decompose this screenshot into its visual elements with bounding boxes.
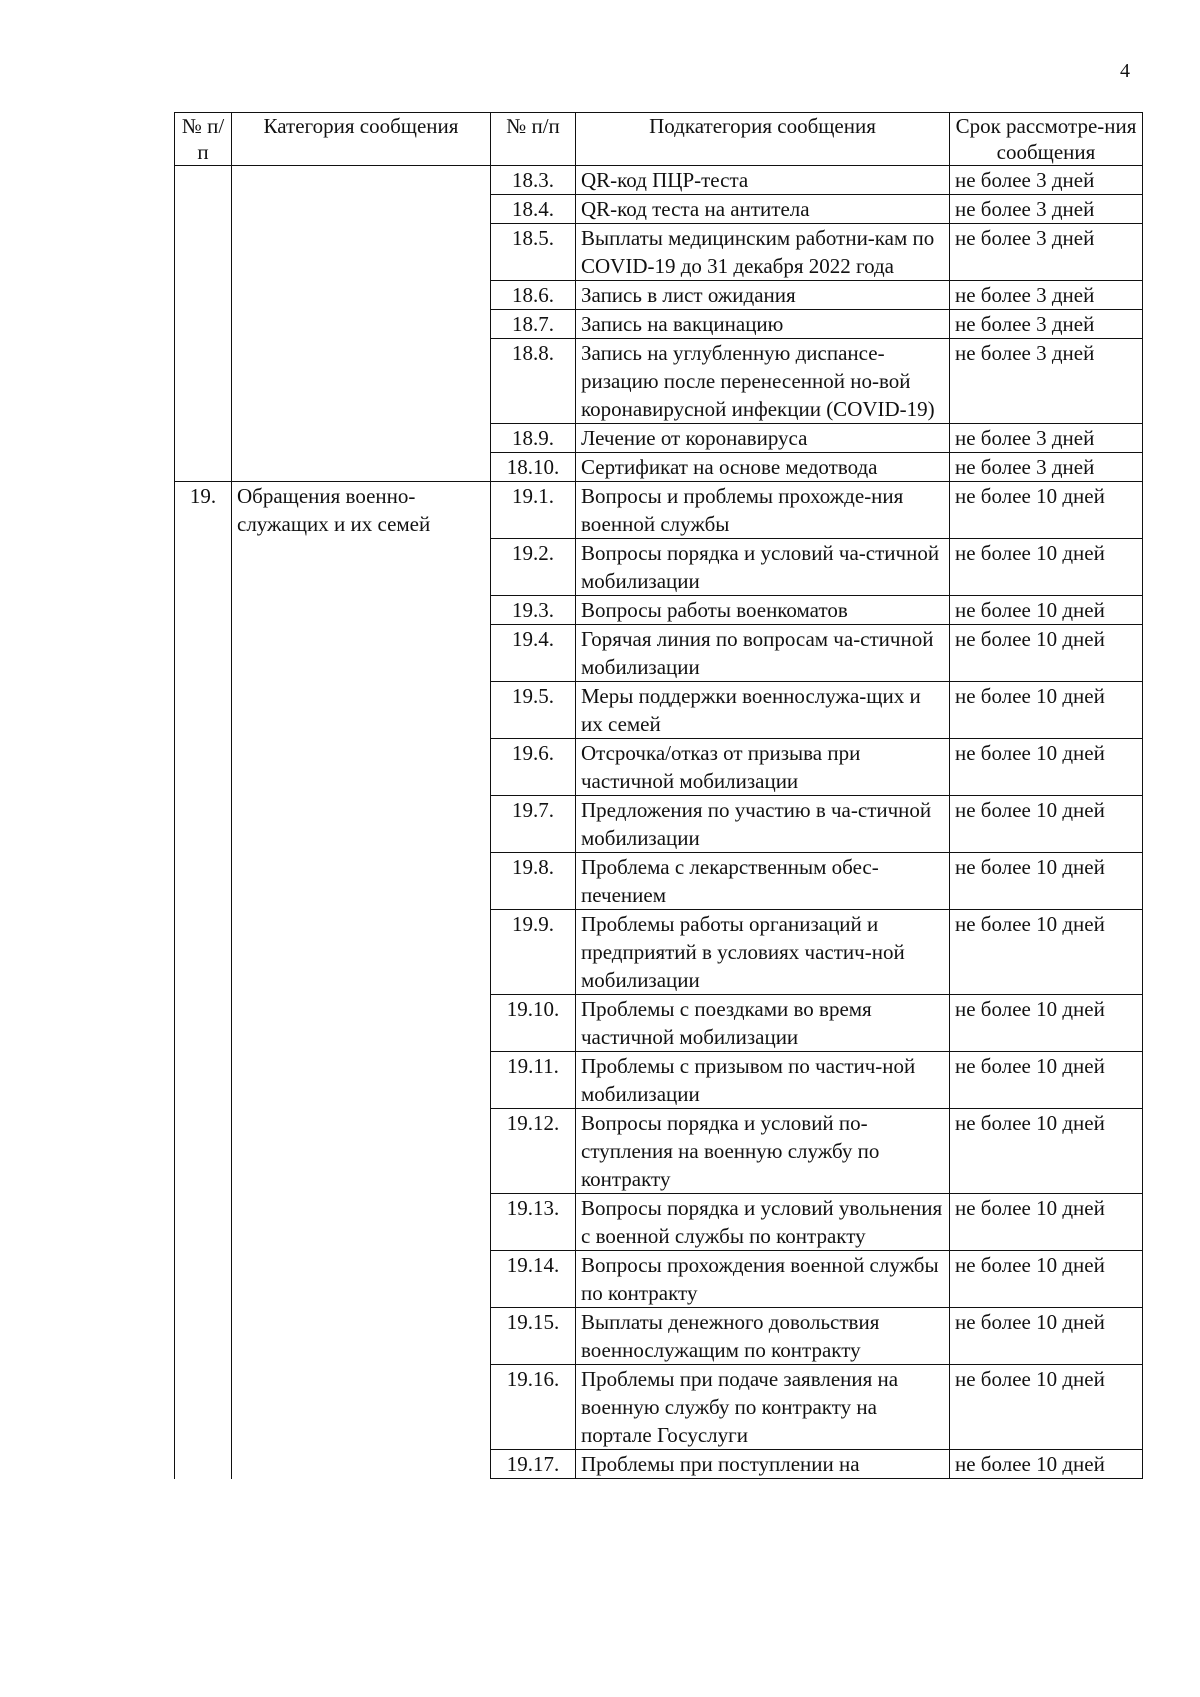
row-subnum: 18.7. — [491, 310, 576, 339]
row-category — [232, 796, 491, 853]
row-num — [175, 224, 232, 281]
row-category — [232, 1052, 491, 1109]
table-row — [175, 310, 1143, 339]
row-subnum: 19.9. — [491, 910, 576, 995]
row-category — [232, 453, 491, 482]
row-subcategory: Запись на вакцинацию — [576, 310, 950, 339]
row-subnum: 19.11. — [491, 1052, 576, 1109]
row-category — [232, 224, 491, 281]
row-category — [232, 339, 491, 424]
row-term: не более 10 дней — [950, 1308, 1143, 1365]
row-category — [232, 166, 491, 195]
row-term: не более 3 дней — [950, 339, 1143, 424]
table-row — [175, 682, 1143, 739]
table-row — [175, 1450, 1143, 1479]
row-term: не более 10 дней — [950, 739, 1143, 796]
table-row — [175, 739, 1143, 796]
row-term: не более 3 дней — [950, 453, 1143, 482]
header-subnum: № п/п — [491, 113, 576, 166]
row-subcategory: Проблемы с призывом по частич-ной мобилизации — [576, 1052, 950, 1109]
row-term: не более 3 дней — [950, 281, 1143, 310]
row-subcategory: Вопросы порядка и условий ча-стичной мобилизации — [576, 539, 950, 596]
row-term: не более 3 дней — [950, 224, 1143, 281]
row-subcategory: Вопросы прохождения военной службы по контракту — [576, 1251, 950, 1308]
row-category — [232, 853, 491, 910]
header-num: № п/п — [175, 113, 232, 166]
row-category: Обращения военно-служащих и их семей — [232, 482, 491, 539]
row-subnum: 19.13. — [491, 1194, 576, 1251]
row-term: не более 10 дней — [950, 1052, 1143, 1109]
row-num — [175, 1308, 232, 1365]
table-row — [175, 195, 1143, 224]
row-subnum: 19.12. — [491, 1109, 576, 1194]
row-term: не более 10 дней — [950, 625, 1143, 682]
row-subcategory: Лечение от коронавируса — [576, 424, 950, 453]
row-term: не более 3 дней — [950, 195, 1143, 224]
row-category — [232, 424, 491, 453]
row-category — [232, 1251, 491, 1308]
table-row — [175, 1109, 1143, 1194]
row-num — [175, 1109, 232, 1194]
table-body — [175, 166, 1143, 1479]
row-subnum: 19.7. — [491, 796, 576, 853]
table-row — [175, 625, 1143, 682]
row-subnum: 19.10. — [491, 995, 576, 1052]
row-num — [175, 739, 232, 796]
row-term: не более 10 дней — [950, 1365, 1143, 1450]
row-subnum: 18.5. — [491, 224, 576, 281]
row-num — [175, 539, 232, 596]
row-term: не более 10 дней — [950, 1450, 1143, 1479]
table-row — [175, 596, 1143, 625]
row-subnum: 18.8. — [491, 339, 576, 424]
row-subnum: 19.8. — [491, 853, 576, 910]
table-row — [175, 339, 1143, 424]
table-row — [175, 796, 1143, 853]
row-num — [175, 195, 232, 224]
table-row — [175, 539, 1143, 596]
header-category: Категория сообщения — [232, 113, 491, 166]
row-subcategory: QR-код ПЦР-теста — [576, 166, 950, 195]
table-row — [175, 453, 1143, 482]
row-term: не более 10 дней — [950, 482, 1143, 539]
row-subnum: 18.9. — [491, 424, 576, 453]
row-num — [175, 1194, 232, 1251]
row-subcategory: Сертификат на основе медотвода — [576, 453, 950, 482]
table-header-row — [175, 113, 1143, 166]
row-category — [232, 1109, 491, 1194]
row-subnum: 19.14. — [491, 1251, 576, 1308]
row-category — [232, 739, 491, 796]
row-num — [175, 1365, 232, 1450]
table-row — [175, 910, 1143, 995]
row-subnum: 18.4. — [491, 195, 576, 224]
row-category — [232, 281, 491, 310]
row-num — [175, 1450, 232, 1479]
row-term: не более 3 дней — [950, 310, 1143, 339]
row-category — [232, 539, 491, 596]
row-category — [232, 596, 491, 625]
row-subcategory: Вопросы порядка и условий увольнения с военной службы по контракту — [576, 1194, 950, 1251]
row-subnum: 18.6. — [491, 281, 576, 310]
row-subnum: 19.17. — [491, 1450, 576, 1479]
row-category — [232, 1365, 491, 1450]
row-subnum: 18.10. — [491, 453, 576, 482]
table-row — [175, 482, 1143, 539]
row-term: не более 3 дней — [950, 166, 1143, 195]
row-num — [175, 853, 232, 910]
row-subcategory: Проблемы с поездками во время частичной мобилизации — [576, 995, 950, 1052]
row-term: не более 10 дней — [950, 1109, 1143, 1194]
row-num — [175, 453, 232, 482]
row-subcategory: Вопросы и проблемы прохожде-ния военной службы — [576, 482, 950, 539]
table-row — [175, 281, 1143, 310]
row-subcategory: Проблемы при подаче заявления на военную службу по контракту на портале Госуслуги — [576, 1365, 950, 1450]
row-term: не более 10 дней — [950, 539, 1143, 596]
row-term: не более 10 дней — [950, 995, 1143, 1052]
row-category — [232, 195, 491, 224]
row-num — [175, 310, 232, 339]
row-term: не более 3 дней — [950, 424, 1143, 453]
page-number: 4 — [1120, 60, 1130, 82]
row-subcategory: Вопросы порядка и условий по-ступления на военную службу по контракту — [576, 1109, 950, 1194]
row-num — [175, 1251, 232, 1308]
row-subcategory: Отсрочка/отказ от призыва при частичной мобилизации — [576, 739, 950, 796]
row-subnum: 19.6. — [491, 739, 576, 796]
row-num — [175, 1052, 232, 1109]
row-num: 19. — [175, 482, 232, 539]
row-subcategory: Проблема с лекарственным обес-печением — [576, 853, 950, 910]
row-num — [175, 281, 232, 310]
row-subnum: 19.5. — [491, 682, 576, 739]
row-subnum: 19.1. — [491, 482, 576, 539]
table-row — [175, 166, 1143, 195]
row-category — [232, 1194, 491, 1251]
row-category — [232, 625, 491, 682]
row-subnum: 19.3. — [491, 596, 576, 625]
table-row — [175, 224, 1143, 281]
row-subcategory: QR-код теста на антитела — [576, 195, 950, 224]
row-num — [175, 625, 232, 682]
row-num — [175, 166, 232, 195]
table-row — [175, 853, 1143, 910]
row-subnum: 19.16. — [491, 1365, 576, 1450]
row-category — [232, 995, 491, 1052]
row-term: не более 10 дней — [950, 910, 1143, 995]
table-row — [175, 424, 1143, 453]
row-subnum: 19.15. — [491, 1308, 576, 1365]
table-row — [175, 1194, 1143, 1251]
header-term: Срок рассмотре-ния сообщения — [950, 113, 1143, 166]
row-subnum: 19.2. — [491, 539, 576, 596]
table-row — [175, 995, 1143, 1052]
table-row — [175, 1308, 1143, 1365]
row-category — [232, 910, 491, 995]
table-row — [175, 1365, 1143, 1450]
row-term: не более 10 дней — [950, 1251, 1143, 1308]
row-category — [232, 682, 491, 739]
table-row — [175, 1251, 1143, 1308]
row-term: не более 10 дней — [950, 1194, 1143, 1251]
row-subcategory: Горячая линия по вопросам ча-стичной мобилизации — [576, 625, 950, 682]
row-term: не более 10 дней — [950, 596, 1143, 625]
row-subcategory: Меры поддержки военнослужа-щих и их семей — [576, 682, 950, 739]
row-subcategory: Выплаты медицинским работни-кам по COVID-19 до 31 декабря 2022 года — [576, 224, 950, 281]
row-num — [175, 424, 232, 453]
table-row — [175, 1052, 1143, 1109]
row-num — [175, 910, 232, 995]
row-subnum: 18.3. — [491, 166, 576, 195]
row-subcategory: Предложения по участию в ча-стичной мобилизации — [576, 796, 950, 853]
header-subcategory: Подкатегория сообщения — [576, 113, 950, 166]
row-subcategory: Запись в лист ожидания — [576, 281, 950, 310]
row-category — [232, 1450, 491, 1479]
row-category — [232, 1308, 491, 1365]
categories-table — [174, 112, 1143, 1479]
row-num — [175, 796, 232, 853]
row-subcategory: Запись на углубленную диспансе-ризацию после перенесенной но-вой коронавирусной инфекции (COVID-19) — [576, 339, 950, 424]
row-subcategory: Проблемы работы организаций и предприятий в условиях частич-ной мобилизации — [576, 910, 950, 995]
row-num — [175, 995, 232, 1052]
row-term: не более 10 дней — [950, 853, 1143, 910]
row-category — [232, 310, 491, 339]
row-term: не более 10 дней — [950, 796, 1143, 853]
row-subcategory: Выплаты денежного довольствия военнослужащим по контракту — [576, 1308, 950, 1365]
row-num — [175, 339, 232, 424]
row-term: не более 10 дней — [950, 682, 1143, 739]
row-subcategory: Вопросы работы военкоматов — [576, 596, 950, 625]
row-subcategory: Проблемы при поступлении на — [576, 1450, 950, 1479]
row-subnum: 19.4. — [491, 625, 576, 682]
row-num — [175, 596, 232, 625]
row-num — [175, 682, 232, 739]
